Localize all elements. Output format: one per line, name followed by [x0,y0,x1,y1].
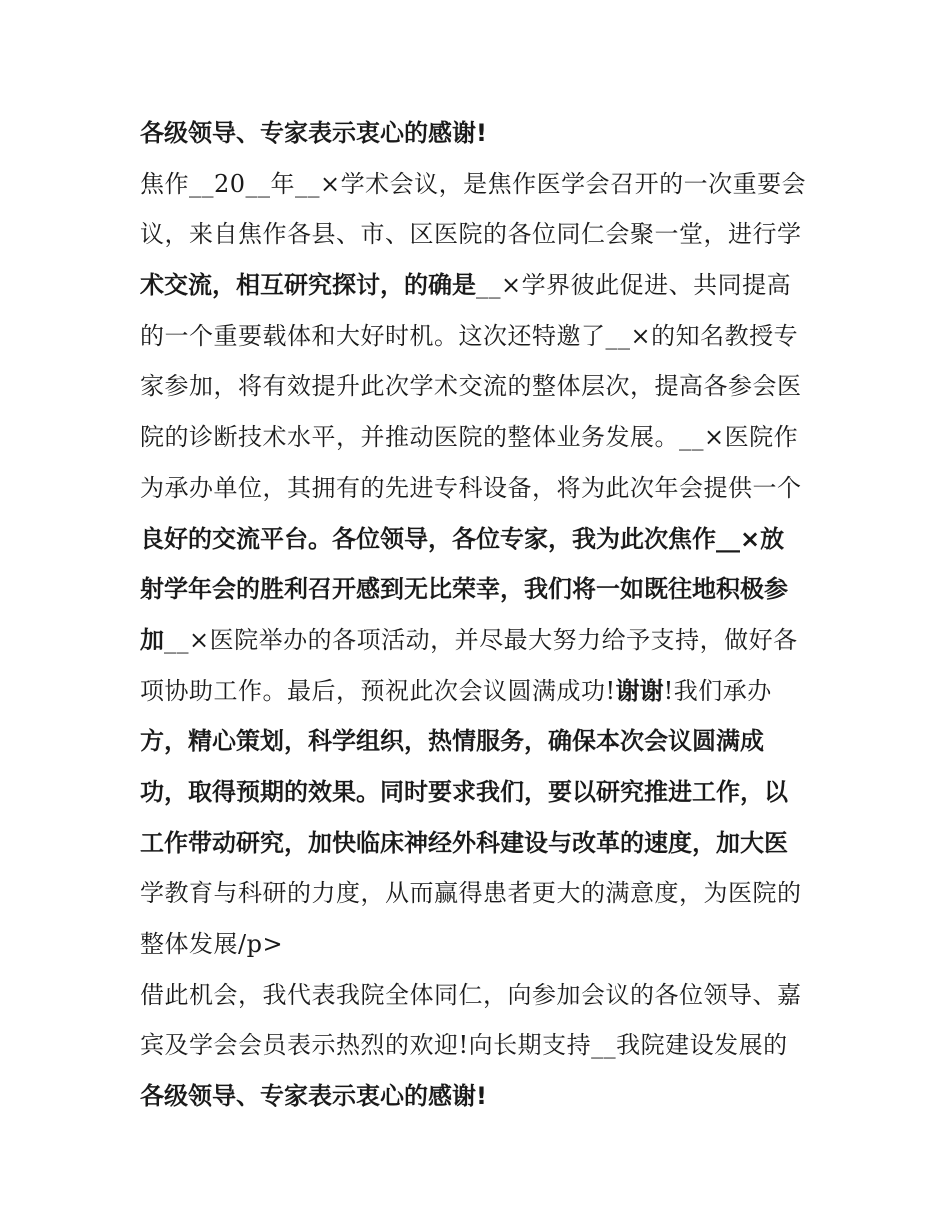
text-segment: 为承办单位，其拥有的先进专科设备，将为此次年会提供一个 [140,473,802,502]
text-segment: 良好的交流平台。各位领导，各位专家，我为此次焦作__×放 [140,524,785,553]
text-segment: 宾及学会会员表示热烈的欢迎!向长期支持__我院建设发展的 [140,1031,788,1060]
text-segment: 议，来自焦作各县、市、区医院的各位同仁会聚一堂，进行学 [140,220,802,249]
text-line [140,260,820,311]
text-segment: 谢谢 [615,676,664,705]
text-line [140,767,820,818]
text-segment: 射学年会的胜利召开感到无比荣幸，我们将一如既往地积极参 [140,575,788,604]
text-segment: 术交流，相互研究探讨，的确是 [140,271,476,300]
text-line [140,209,820,260]
text-segment: 各级领导、专家表示衷心的感谢! [140,119,487,147]
text-segment: __×学界彼此促进、共同提高 [476,271,792,300]
text-segment: 整体发展/p> [140,930,284,958]
text-segment: 方，精心策划，科学组织，热情服务，确保本次会议圆满成 [140,727,764,756]
text-line [140,463,820,514]
text-line [140,1020,820,1071]
text-segment: 项协助工作。最后，预祝此次会议圆满成功! [140,676,616,705]
text-segment: 加 [140,625,164,654]
text-line [140,919,820,970]
text-segment: __×医院举办的各项活动，并尽最大努力给予支持，做好各 [164,625,798,654]
text-line [140,716,820,767]
text-segment: !我们承办 [663,676,772,705]
text-line [140,970,820,1021]
text-segment: 的一个重要载体和大好时机。这次还特邀了__×的知名教授专 [140,321,799,350]
text-segment: 院的诊断技术水平，并推动医院的整体业务发展。__×医院作 [140,423,799,452]
text-line [140,1071,820,1122]
text-segment: 借此机会，我代表我院全体同仁，向参加会议的各位领导、嘉 [140,980,802,1009]
text-segment: 各级领导、专家表示衷心的感谢! [140,1082,487,1111]
text-line [140,361,820,412]
text-segment: 功，取得预期的效果。同时要求我们，要以研究推进工作，以 [140,777,788,806]
text-line [140,514,820,565]
text-line [140,412,820,463]
text-segment: 焦作__20__年__×学术会议，是焦作医学会召开的一次重要会 [140,169,807,198]
text-segment: 学教育与科研的力度，从而赢得患者更大的满意度，为医院的 [140,879,802,908]
text-segment: 工作带动研究，加快临床神经外科建设与改革的速度，加大医 [140,828,788,857]
text-line [140,818,820,869]
text-line [140,615,820,666]
text-line [140,108,820,159]
text-line [140,311,820,362]
text-line [140,666,820,717]
text-line [140,159,820,210]
document-body [140,108,820,1122]
text-line [140,868,820,919]
text-segment: 家参加，将有效提升此次学术交流的整体层次，提高各参会医 [140,372,802,401]
text-line [140,564,820,615]
